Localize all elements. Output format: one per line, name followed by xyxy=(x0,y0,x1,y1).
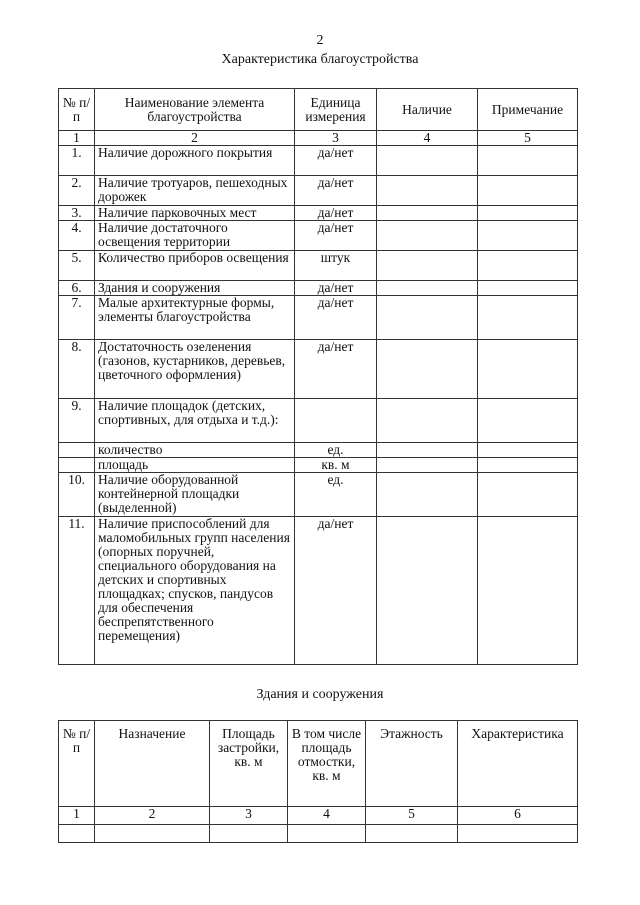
table-row xyxy=(59,176,578,206)
row-unit: ед. xyxy=(295,443,377,458)
row-note-cell xyxy=(478,473,578,517)
table-row xyxy=(59,206,578,221)
column-number: 2 xyxy=(95,131,295,146)
row-presence-cell xyxy=(377,340,478,399)
row-name: площадь xyxy=(95,458,295,473)
row-number: 10. xyxy=(59,473,95,517)
row-unit: ед. xyxy=(295,473,377,517)
row-name: Наличие оборудованной контейнерной площадки (выделенной) xyxy=(95,473,295,517)
column-number: 4 xyxy=(288,807,366,825)
row-number xyxy=(59,443,95,458)
row-number: 2. xyxy=(59,176,95,206)
row-unit: да/нет xyxy=(295,146,377,176)
row-unit: штук xyxy=(295,251,377,281)
row-note-cell xyxy=(478,296,578,340)
row-name: количество xyxy=(95,443,295,458)
empty-cell xyxy=(458,825,578,843)
table-row xyxy=(59,251,578,281)
row-note-cell xyxy=(478,443,578,458)
table1-header-row xyxy=(59,89,578,131)
row-note-cell xyxy=(478,399,578,443)
column-number: 1 xyxy=(59,131,95,146)
column-number: 1 xyxy=(59,807,95,825)
header-note: Примечание xyxy=(478,89,578,131)
row-presence-cell xyxy=(377,176,478,206)
column-number: 3 xyxy=(295,131,377,146)
header-presence: Наличие xyxy=(377,89,478,131)
header-unit: Единица измерения xyxy=(295,89,377,131)
improvement-characteristics-table xyxy=(58,88,578,665)
row-note-cell xyxy=(478,146,578,176)
header-floors: Этажность xyxy=(366,721,458,807)
row-presence-cell xyxy=(377,206,478,221)
table-row xyxy=(59,443,578,458)
page-number: 2 xyxy=(316,33,324,48)
row-number: 4. xyxy=(59,221,95,251)
row-name: Здания и сооружения xyxy=(95,281,295,296)
header-number: № п/п xyxy=(59,721,95,807)
row-presence-cell xyxy=(377,221,478,251)
table2-header-row xyxy=(59,721,578,807)
row-note-cell xyxy=(478,281,578,296)
row-number: 7. xyxy=(59,296,95,340)
row-name: Достаточность озеленения (газонов, кустарников, деревьев, цветочного оформления) xyxy=(95,340,295,399)
table2-column-numbers-row xyxy=(59,807,578,825)
table-row xyxy=(59,221,578,251)
table-row xyxy=(59,399,578,443)
row-unit: да/нет xyxy=(295,340,377,399)
row-name: Наличие площадок (детских, спортивных, для отдыха и т.д.): xyxy=(95,399,295,443)
row-name: Наличие тротуаров, пешеходных дорожек xyxy=(95,176,295,206)
column-number: 6 xyxy=(458,807,578,825)
row-name: Малые архитектурные формы, элементы благоустройства xyxy=(95,296,295,340)
row-unit: да/нет xyxy=(295,221,377,251)
column-number: 5 xyxy=(366,807,458,825)
row-name: Наличие парковочных мест xyxy=(95,206,295,221)
row-note-cell xyxy=(478,340,578,399)
row-name: Количество приборов освещения xyxy=(95,251,295,281)
header-characteristic: Характеристика xyxy=(458,721,578,807)
row-unit: да/нет xyxy=(295,206,377,221)
row-unit: да/нет xyxy=(295,281,377,296)
row-note-cell xyxy=(478,176,578,206)
table-row xyxy=(59,825,578,843)
column-number: 5 xyxy=(478,131,578,146)
row-presence-cell xyxy=(377,251,478,281)
row-number: 3. xyxy=(59,206,95,221)
column-number: 3 xyxy=(210,807,288,825)
row-number: 9. xyxy=(59,399,95,443)
table1-column-numbers-row xyxy=(59,131,578,146)
row-note-cell xyxy=(478,221,578,251)
row-unit: да/нет xyxy=(295,517,377,665)
empty-cell xyxy=(366,825,458,843)
row-name: Наличие приспособлений для маломобильных групп населения (опорных поручней, специального оборудования на детских и спортивных площадках; спусков, пандусов для обеспечения беспрепятственного перемещения) xyxy=(95,517,295,665)
column-number: 4 xyxy=(377,131,478,146)
table-row xyxy=(59,517,578,665)
row-presence-cell xyxy=(377,517,478,665)
header-element-name: Наименование элемента благоустройства xyxy=(95,89,295,131)
row-note-cell xyxy=(478,251,578,281)
table-row xyxy=(59,281,578,296)
table1-title: Характеристика благоустройства xyxy=(221,52,419,67)
row-unit: да/нет xyxy=(295,176,377,206)
row-name: Наличие дорожного покрытия xyxy=(95,146,295,176)
empty-cell xyxy=(59,825,95,843)
empty-cell xyxy=(288,825,366,843)
table-row xyxy=(59,340,578,399)
empty-cell xyxy=(95,825,210,843)
header-purpose: Назначение xyxy=(95,721,210,807)
row-number: 8. xyxy=(59,340,95,399)
header-blind-area: В том числе площадь отмостки, кв. м xyxy=(288,721,366,807)
empty-cell xyxy=(210,825,288,843)
row-number: 1. xyxy=(59,146,95,176)
column-number: 2 xyxy=(95,807,210,825)
row-note-cell xyxy=(478,458,578,473)
row-presence-cell xyxy=(377,458,478,473)
row-number: 11. xyxy=(59,517,95,665)
table-row xyxy=(59,473,578,517)
table-row xyxy=(59,146,578,176)
row-unit: кв. м xyxy=(295,458,377,473)
row-name: Наличие достаточного освещения территории xyxy=(95,221,295,251)
buildings-structures-table xyxy=(58,720,578,843)
header-building-area: Площадь застройки, кв. м xyxy=(210,721,288,807)
row-note-cell xyxy=(478,517,578,665)
row-number: 6. xyxy=(59,281,95,296)
row-presence-cell xyxy=(377,473,478,517)
row-presence-cell xyxy=(377,399,478,443)
table-row xyxy=(59,296,578,340)
row-presence-cell xyxy=(377,443,478,458)
row-number: 5. xyxy=(59,251,95,281)
row-presence-cell xyxy=(377,296,478,340)
row-presence-cell xyxy=(377,281,478,296)
row-unit: да/нет xyxy=(295,296,377,340)
table2-title: Здания и сооружения xyxy=(256,687,384,702)
row-number xyxy=(59,458,95,473)
row-note-cell xyxy=(478,206,578,221)
row-unit xyxy=(295,399,377,443)
row-presence-cell xyxy=(377,146,478,176)
table-row xyxy=(59,458,578,473)
header-number: № п/п xyxy=(59,89,95,131)
